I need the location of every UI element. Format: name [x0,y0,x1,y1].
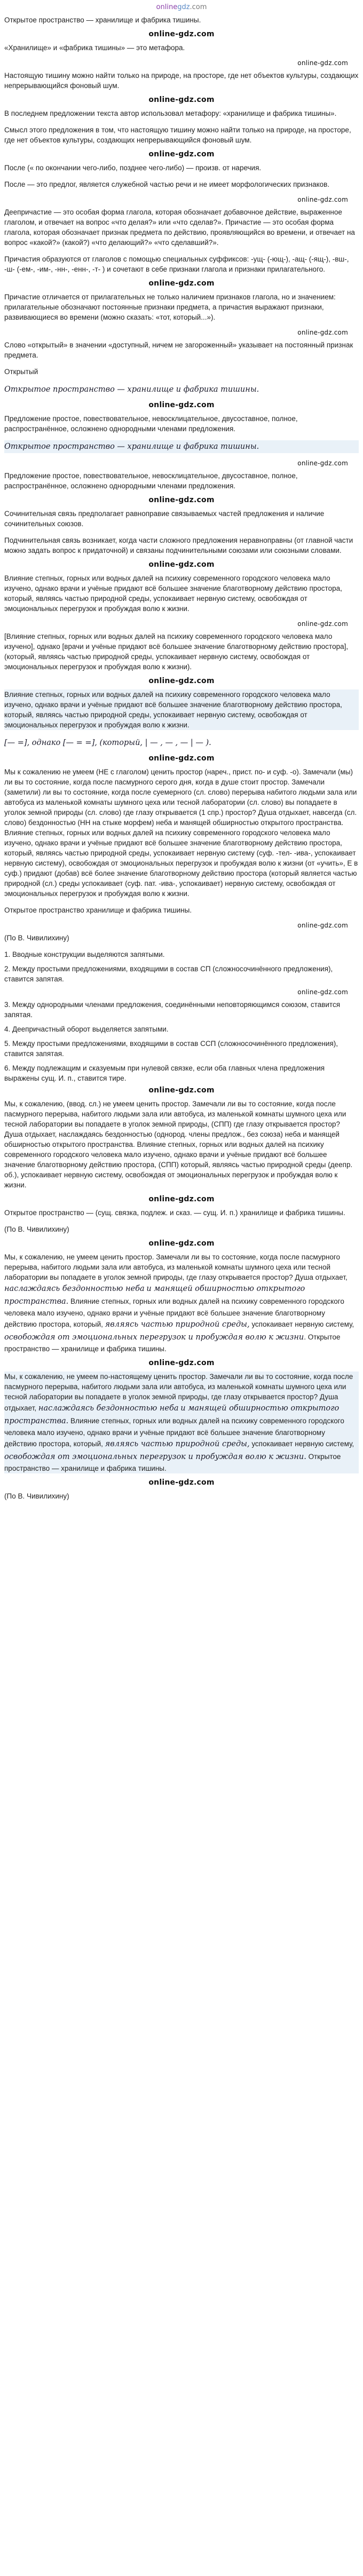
text-paragraph: Мы, к сожалению, (ввод. сл.) не умеем ценить простор. Замечали ли вы то состояние, когда после пасмурного перерыва, набитого людьми зала или автобуса, из маленькой комнаты шумного цеха или тесной лаборатории вы попадаете в уголок земной природы, (СПП) где глазу открывается простор? Душа отдыхает, наслаждаясь бездонностью (однород. члены предлож., без союза) неба и манящей обширностью открытого пространства. Влияние степных, горных или водных далей на психику современного городского человека мало изучено, однако врачи и учёные придают всё большее значение благотворному действию простора, (СПП) который, являясь частью природной среды (деепр. об.), успокаивает нервную систему, освобождая от эмоциональных перегрузок и пробуждая волю к жизни. [4,1100,353,1189]
text-run: Открытое пространство — хранилище и фабрика тишины. [4,1453,341,1472]
logo-part: gdz [177,3,190,11]
handwritten-phrase: наслаждаясь бездонностью неба [38,1404,179,1413]
text-run: успокаивает нервную систему, [251,1440,354,1448]
list-item: 3. Между однородными членами предложения, соединёнными неповторяющимся союзом, ставится запятая. [4,1001,341,1019]
watermark: online-gdz.com [297,196,348,203]
text-paragraph: Открытый [4,368,38,376]
watermark: online-gdz.com [148,1478,215,1487]
list-item: 1. Вводные конструкции выделяются запятыми. [4,950,165,958]
author-credit: (По В. Чивилихину) [4,1225,69,1233]
text-paragraph: Настоящую тишину можно найти только на природе, на просторе, где нет объектов культуры, создающих непрерывающийся фоновый шум. [4,72,359,90]
rules-list [4,949,359,1083]
handwritten-phrase: и манящей обширностью открытого пространства. [4,1285,305,1306]
text-paragraph: Причастия образуются от глаголов с помощью специальных суффиксов: -ущ- (-ющ-), -ащ- (-ящ-), -вш-, -ш- (-ем-, -им-, -нн-, -енн-, -т- ) и сочетают в себе признаки глагола и признаки прилагательного. [4,255,349,273]
text-paragraph: «Хранилище» и «фабрика тишины» — это метафора. [4,44,185,52]
text-paragraph: Сочинительная связь предполагает равноправие связываемых частей предложения и наличие сочинительных союзов. [4,510,325,528]
text-run: успокаивает нервную систему, [251,1320,354,1328]
watermark: online-gdz.com [148,96,215,104]
watermark: online-gdz.com [148,150,215,158]
watermark: online-gdz.com [148,1359,215,1367]
handwritten-phrase: наслаждаясь бездонностью неба [4,1285,145,1293]
text-paragraph: Влияние степных, горных или водных далей на психику современного городского человека мало изучено, однако врачи и учёные придают всё большее значение благотворному действию простора, который, являясь частью природной среды, успокаивает нервную систему, освобождая от эмоциональных перегрузок и пробуждая волю к жизни. [4,574,342,613]
text-paragraph: Предложение простое, повествовательное, невосклицательное, двусоставное, полное, распространённое, осложнено однородными членами предложения. [4,415,298,433]
watermark: online-gdz.com [297,459,348,467]
watermark: online-gdz.com [148,30,215,38]
watermark: online-gdz.com [148,496,215,504]
text-paragraph: Причастие отличается от прилагательных не только наличием признаков глагола, но и значением: прилагательные обозначают постоянные признаки предмета, а причастия выражают признаки, развивающиеся во времени (можно сказать: «тот, который...»). [4,293,336,321]
author-credit: (По В. Чивилихину) [4,934,69,942]
watermark: online-gdz.com [297,59,348,67]
list-item: 2. Между простыми предложениями, входящими в состав СП (сложносочинённого предложения), ставится запятая. [4,965,333,983]
handwritten-sentence: Открытое пространство — хранилище и фабрика тишины. [4,385,259,394]
text-paragraph: Влияние степных, горных или водных далей на психику современного городского человека мало изучено, однако врачи и учёные придают всё большее значение благотворному действию простора, который, являясь частью природной среды, успокаивает нервную систему, освобождая от эмоциональных перегрузок и пробуждая волю к жизни. [4,689,359,730]
list-item: 5. Между простыми предложениями, входящими в состав ССП (сложносочинённого предложения), ставится запятая. [4,1040,338,1058]
text-run: Влияние степных, горных или водных далей на психику современного городского человека мало изучено, однако врачи и учёные придают всё большее значение благотворному действию простора, который, [4,1297,344,1328]
site-logo[interactable] [0,0,363,14]
list-item: 4. Деепричастный оборот выделяется запятыми. [4,1025,169,1033]
text-paragraph: Мы к сожалению не умеем (НЕ с глаголом) ценить простор (нареч., прист. по- и суф. -о). Замечали (мы) ли вы то состояние, когда после пасмурного серого дня, когда в душе стоит простор. Замечали (заметили) ли вы то состояние, когда после суемерного (сл. слово) перерыва набитого людьми зала или автобуса из маленькой комнаты шумного цеха или тесной лаборатории (сл. слово) вы попадаете в уголок земной природы (сл. слово) где глазу открывается (1 спр.) простор? Душа отдыхает, навсегда (сл. слово) бездонностью (НН на стыке морфем) неба и манящей обширностью открытого пространства. Влияние степных, горных или водных далей на психику современного городского человека мало изучено, однако врачи и учёные придают всё большее значение благотворному действию простора, который, являясь частью природной среды, успокаивает нервную систему (суф. -тел- -ива-, успокаивает нервную систему), освобождая от эмоциональных перегрузок и пробуждая волю к жизни (от «учить», Е в суф.) придают (добав) всё более значение благотворному действию простора (который является частью природной (сл.) среды успокаивает (суф. пат. -ива-, успокаивает) нервную систему, освобождая от эмоциональных перегрузок и пробуждая волю к жизни. [4,768,358,898]
text-paragraph: После — это предлог, является служебной частью речи и не имеет морфологических признаков. [4,180,330,188]
watermark: online-gdz.com [148,1239,215,1248]
answer-content [0,14,363,1501]
handwritten-phrase: и манящей обширностью открытого пространства. [4,1404,340,1425]
watermark: online-gdz.com [148,1195,215,1203]
watermark: online-gdz.com [297,988,348,996]
handwritten-phrase: являясь частью природной среды, [105,1320,250,1329]
handwritten-phrase: освобождая от эмоциональных перегрузок и пробуждая волю к жизни [4,1333,304,1342]
handwritten-phrase: освобождая от эмоциональных перегрузок и пробуждая волю к жизни. [4,1453,306,1461]
logo-part: online [156,3,178,11]
text-paragraph: В последнем предложении текста автор использовал метафору: «хранилище и фабрика тишины». [4,109,337,117]
watermark: online-gdz.com [297,620,348,628]
author-credit: (По В. Чивилихину) [4,1492,69,1500]
text-paragraph: Смысл этого предложения в том, что настоящую тишину можно найти только на природе, на просторе, где нет объектов культуры, создающих непрерывающийся фоновый шум. [4,126,351,144]
watermark: online-gdz.com [148,279,215,288]
text-paragraph [4,1372,359,1473]
text-paragraph: Подчинительная связь возникает, когда части сложного предложения неравноправны (от главной части можно задать вопрос к придаточной) и связаны подчинительными союзами или союзными словами. [4,536,353,554]
watermark: online-gdz.com [148,754,215,763]
watermark: online-gdz.com [148,401,215,409]
text-paragraph: Открытое пространство — (сущ. связка, подлеж. и сказ. — сущ. И. п.) хранилище и фабрика тишины. [4,1209,345,1217]
text-run: Мы, к сожалению, не умеем ценить простор. Замечали ли вы то состояние, когда после пасмурного перерыва, набитого людьми зала или автобуса, из маленькой комнаты шумного цеха или тесной лаборатории вы попадаете в уголок земной природы, где глазу открывается простор? Душа отдыхает, [4,1253,348,1281]
watermark: online-gdz.com [297,329,348,336]
text-paragraph: Открытое пространство — хранилище и фабрика тишины. [4,16,201,24]
handwritten-sentence: Открытое пространство — хранилище и фабрика тишины. [4,440,359,453]
watermark: online-gdz.com [297,922,348,929]
text-paragraph: Предложение простое, повествовательное, невосклицательное, двусоставное, полное, распространённое, осложнено однородными членами предложения. [4,472,298,490]
text-run: Мы, к сожалению, не умеем по-настоящему ценить простор. Замечали ли вы то состояние, когда после пасмурного перерыва, набитого людьми зала или автобуса, из маленькой комнаты шумного цеха или тесной лаборатории вы попадаете в уголок земной природы, где глазу открывается простор? Душа отдыхает, [4,1373,353,1412]
logo-part: .com [190,3,207,11]
text-paragraph: [Влияние степных, горных или водных далей на психику современного городского человека мало изучено], однако [врачи и учёные придают всё большее значение благотворному действию простора], (который, являясь частью природной среды, успокаивает нервную систему, освобождая от эмоциональных перегрузок и пробуждая волю к жизни). [4,632,349,671]
list-item: 6. Между подлежащим и сказуемым при нулевой связке, если оба главных члена предложения выражены сущ. И. п., ставится тире. [4,1064,325,1082]
text-paragraph [4,1252,359,1354]
text-paragraph: После (« по окончании чего-либо, позднее чего-либо) — произв. от наречия. [4,164,262,172]
text-paragraph: Деепричастие — это особая форма глагола, которая обозначает добавочное действие, выраженное глаголом, и отвечает на вопрос «что делая?» или «что сделав?». Причастие — это особая форма глагола, которая обозначает признак предмета по действию, проявляющийся во времени, и отвечает на вопрос «какой?» (какой?) «что делающий?» «что сделавший?». [4,208,355,247]
watermark: online-gdz.com [148,560,215,569]
text-paragraph: Открытое пространство хранилище и фабрика тишины. [4,906,192,914]
watermark: online-gdz.com [148,677,215,685]
text-run: . Открытое пространство — хранилище и фабрика тишины. [4,1333,341,1353]
sentence-scheme: [— =], однако [— = =], (который, | — , — , — | — ). [4,739,211,747]
text-paragraph: Слово «открытый» в значении «доступный, ничем не загороженный» указывает на постоянный признак предмета. [4,341,353,359]
watermark: online-gdz.com [148,1086,215,1095]
handwritten-phrase: являясь частью природной среды, [105,1440,250,1448]
text-run: Влияние степных, горных или водных далей на психику современного городского человека мало изучено, однако врачи и учёные придают всё большее значение благотворному действию простора, который, [4,1417,344,1448]
